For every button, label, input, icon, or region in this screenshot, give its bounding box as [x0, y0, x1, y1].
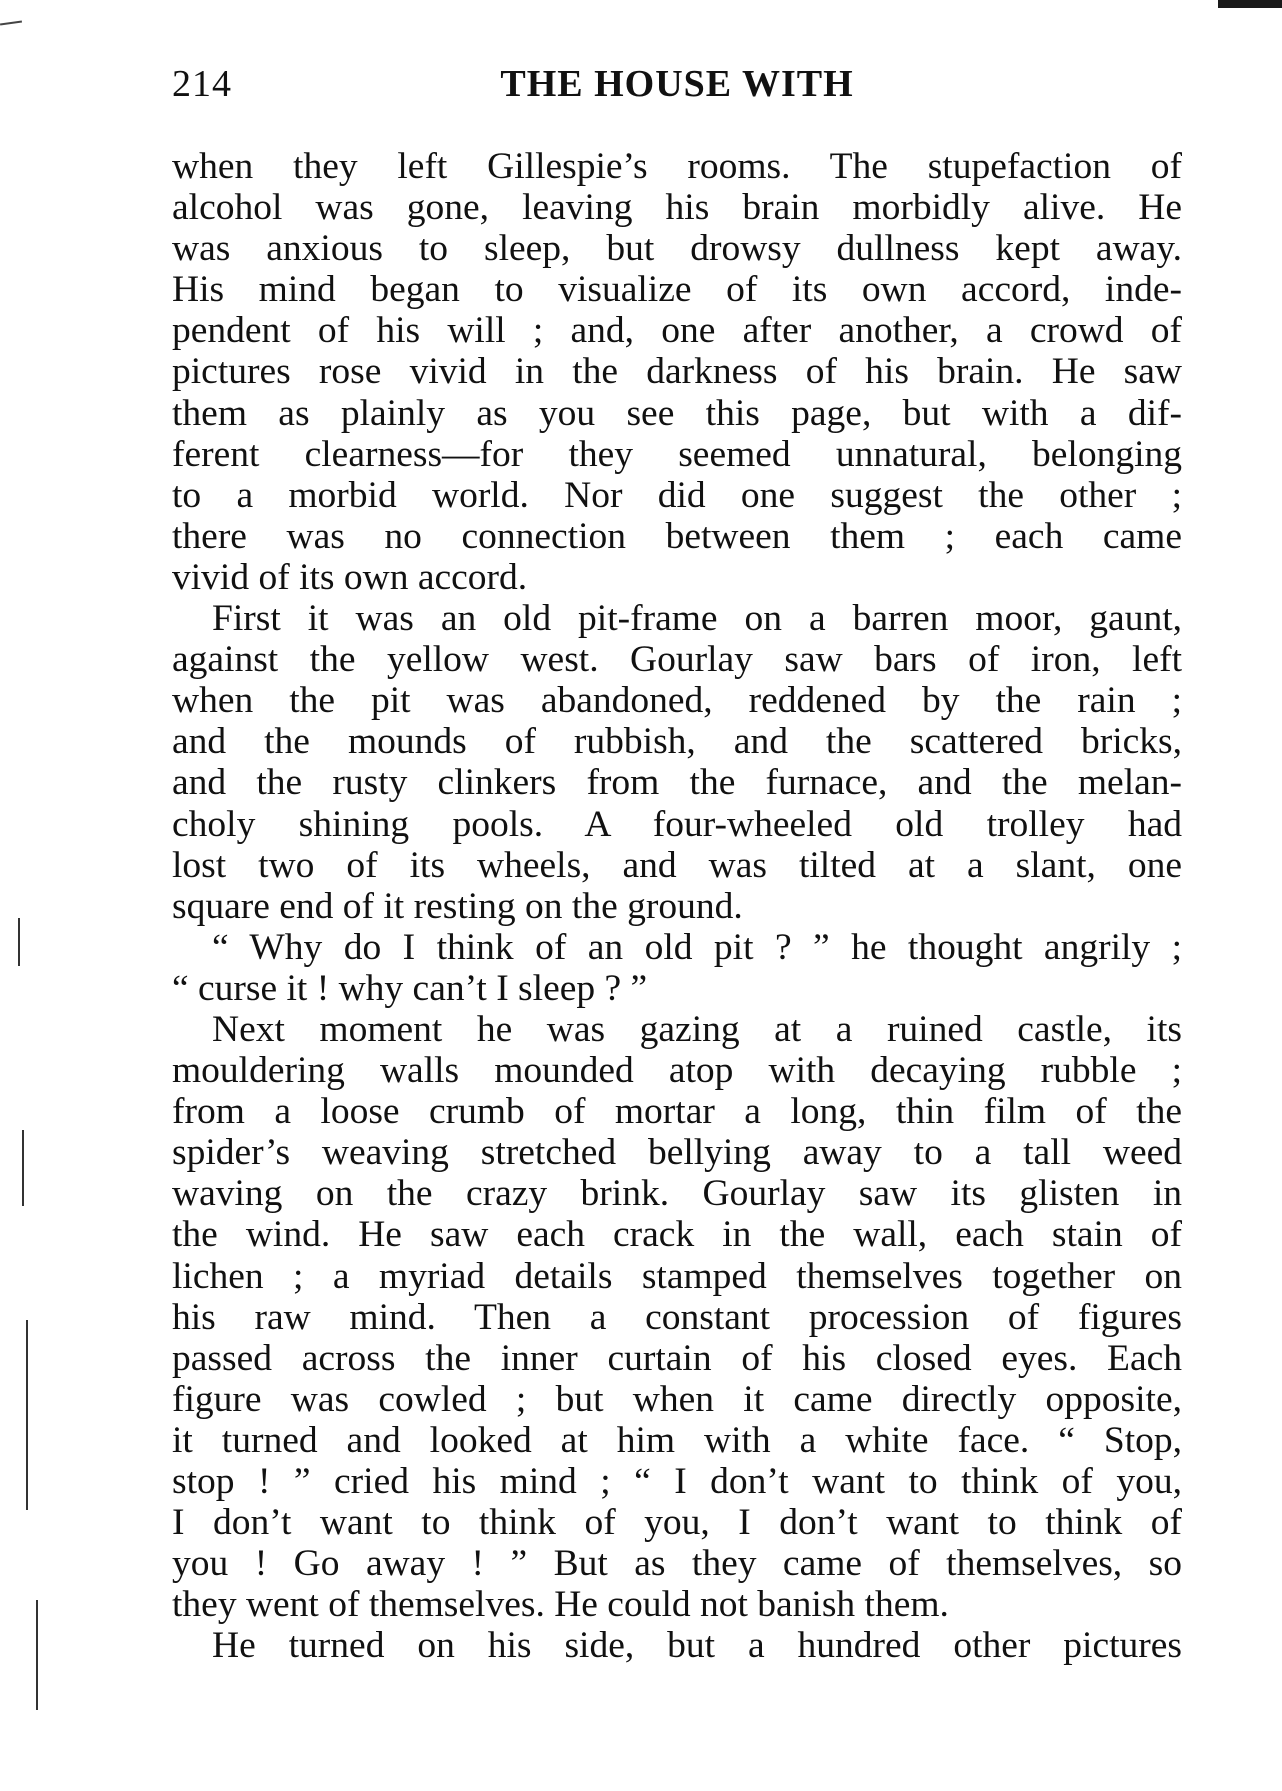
- text-line: and the mounds of rubbish, and the scattered bricks,: [172, 721, 1182, 763]
- text-line: they went of themselves. He could not banish them.: [172, 1584, 949, 1626]
- text-line: spider’s weaving stretched bellying away to a tall weed: [172, 1132, 1182, 1174]
- text-line: it turned and looked at him with a white face. “ Stop,: [172, 1419, 1182, 1461]
- text-line: “ curse it ! why can’t I sleep ? ”: [172, 967, 648, 1009]
- text-line: lichen ; a myriad details stamped themselves together on: [172, 1255, 1182, 1297]
- text-line: there was no connection between them ; each came: [172, 515, 1182, 557]
- running-title: THE HOUSE WITH: [500, 63, 854, 105]
- text-line: lost two of its wheels, and was tilted at a slant, one: [172, 844, 1182, 886]
- margin-scan-mark: [22, 1130, 24, 1206]
- text-line: Next moment he was gazing at a ruined castle, its: [212, 1008, 1182, 1050]
- page-number: 214: [172, 63, 232, 105]
- text-line: figure was cowled ; but when it came directly opposite,: [172, 1378, 1182, 1420]
- text-line: when they left Gillespie’s rooms. The stupefaction of: [172, 146, 1182, 187]
- text-line: His mind began to visualize of its own accord, inde-: [172, 269, 1182, 311]
- text-line: passed across the inner curtain of his closed eyes. Each: [172, 1337, 1182, 1379]
- text-line: First it was an old pit-frame on a barren moor, gaunt,: [212, 598, 1182, 640]
- text-line: was anxious to sleep, but drowsy dullness kept away.: [172, 228, 1182, 270]
- text-line: against the yellow west. Gourlay saw bars of iron, left: [172, 639, 1182, 681]
- margin-scan-mark: [36, 1600, 38, 1710]
- text-line: you ! Go away ! ” But as they came of themselves, so: [172, 1543, 1182, 1585]
- margin-scan-mark: [26, 1320, 28, 1510]
- text-line: alcohol was gone, leaving his brain morbidly alive. He: [172, 187, 1182, 229]
- text-line: when the pit was abandoned, reddened by the rain ;: [172, 680, 1182, 722]
- text-line: square end of it resting on the ground.: [172, 885, 743, 927]
- text-line: mouldering walls mounded atop with decaying rubble ;: [172, 1050, 1182, 1092]
- text-line: to a morbid world. Nor did one suggest the other ;: [172, 474, 1182, 516]
- text-line: from a loose crumb of mortar a long, thin film of the: [172, 1091, 1182, 1133]
- text-line: his raw mind. Then a constant procession of figures: [172, 1296, 1182, 1338]
- corner-scan-mark: [0, 20, 22, 25]
- text-line: choly shining pools. A four-wheeled old trolley had: [172, 803, 1182, 845]
- margin-scan-mark: [18, 918, 20, 966]
- text-line: waving on the crazy brink. Gourlay saw its glisten in: [172, 1173, 1182, 1215]
- text-line: He turned on his side, but a hundred other pictures: [212, 1625, 1182, 1667]
- text-line: vivid of its own accord.: [172, 556, 528, 598]
- text-line: I don’t want to think of you, I don’t want to think of: [172, 1502, 1182, 1544]
- text-line: ferent clearness—for they seemed unnatural, belonging: [172, 433, 1182, 475]
- page-header: [172, 62, 1182, 114]
- text-line: pendent of his will ; and, one after another, a crowd of: [172, 310, 1182, 352]
- text-line: stop ! ” cried his mind ; “ I don’t want to think of you,: [172, 1461, 1182, 1502]
- top-edge-rule: [1218, 0, 1282, 8]
- text-line: pictures rose vivid in the darkness of his brain. He saw: [172, 351, 1182, 393]
- text-line: the wind. He saw each crack in the wall, each stain of: [172, 1214, 1182, 1256]
- text-line: and the rusty clinkers from the furnace, and the melan-: [172, 762, 1182, 804]
- text-line: them as plainly as you see this page, but with a dif-: [172, 392, 1182, 434]
- text-line: “ Why do I think of an old pit ? ” he thought angrily ;: [212, 926, 1182, 968]
- body-text: [172, 146, 1182, 1666]
